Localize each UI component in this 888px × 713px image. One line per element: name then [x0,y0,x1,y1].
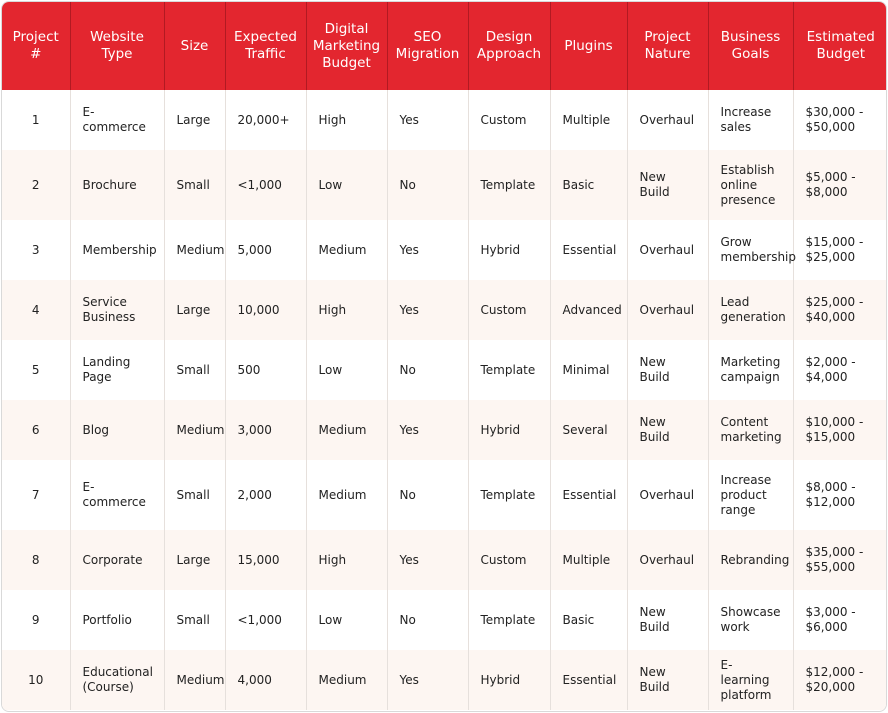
cell-design-approach: Hybrid [468,650,550,710]
cell-seo-migration: No [387,340,468,400]
table-row [2,90,887,150]
table-row [2,590,887,650]
cell-project-number: 4 [2,280,70,340]
cell-plugins: Basic [550,590,627,650]
cell-design-approach: Template [468,460,550,530]
cell-project-nature: Overhaul [627,530,708,590]
cell-seo-migration: Yes [387,530,468,590]
header-digital-marketing-budget[interactable]: Digital Marketing Budget [306,2,387,90]
cell-website-type: Landing Page [70,340,164,400]
cell-digital-marketing-budget: High [306,280,387,340]
cell-size: Small [164,590,225,650]
cell-business-goals: Showcase work [708,590,793,650]
cell-estimated-budget: $3,000 - $6,000 [793,590,887,650]
cell-project-nature: New Build [627,650,708,710]
cell-plugins: Essential [550,220,627,280]
cell-project-number: 9 [2,590,70,650]
header-estimated-budget[interactable]: Estimated Budget [793,2,887,90]
cell-estimated-budget: $2,000 - $4,000 [793,340,887,400]
cell-project-nature: New Build [627,400,708,460]
cell-size: Medium [164,650,225,710]
cell-expected-traffic: 2,000 [225,460,306,530]
cell-plugins: Multiple [550,90,627,150]
cell-plugins: Multiple [550,530,627,590]
cell-project-nature: Overhaul [627,280,708,340]
cell-digital-marketing-budget: Low [306,340,387,400]
cell-plugins: Essential [550,460,627,530]
header-project-nature[interactable]: Project Nature [627,2,708,90]
header-plugins[interactable]: Plugins [550,2,627,90]
header-size[interactable]: Size [164,2,225,90]
table-row [2,150,887,220]
cell-expected-traffic: 500 [225,340,306,400]
cell-expected-traffic: 20,000+ [225,90,306,150]
cell-seo-migration: Yes [387,400,468,460]
cell-design-approach: Hybrid [468,400,550,460]
cell-plugins: Minimal [550,340,627,400]
cell-project-number: 2 [2,150,70,220]
cell-seo-migration: No [387,460,468,530]
cell-website-type: Membership [70,220,164,280]
cell-design-approach: Custom [468,530,550,590]
table-header-row [2,2,887,90]
cell-website-type: Corporate [70,530,164,590]
table-row [2,460,887,530]
cell-plugins: Advanced [550,280,627,340]
cell-estimated-budget: $12,000 - $20,000 [793,650,887,710]
cell-business-goals: Marketing campaign [708,340,793,400]
cell-digital-marketing-budget: High [306,530,387,590]
cell-design-approach: Hybrid [468,220,550,280]
cell-project-number: 1 [2,90,70,150]
table-row [2,650,887,710]
cell-size: Small [164,150,225,220]
cell-seo-migration: Yes [387,90,468,150]
cell-estimated-budget: $5,000 - $8,000 [793,150,887,220]
header-seo-migration[interactable]: SEO Migration [387,2,468,90]
cell-digital-marketing-budget: Low [306,590,387,650]
table-body [2,90,887,710]
cell-estimated-budget: $10,000 - $15,000 [793,400,887,460]
cell-estimated-budget: $30,000 - $50,000 [793,90,887,150]
cell-digital-marketing-budget: Medium [306,650,387,710]
header-design-approach[interactable]: Design Approach [468,2,550,90]
project-table-card [1,1,887,712]
table-row [2,280,887,340]
cell-project-number: 7 [2,460,70,530]
cell-estimated-budget: $8,000 - $12,000 [793,460,887,530]
header-project-number[interactable]: Project # [2,2,70,90]
cell-digital-marketing-budget: Medium [306,460,387,530]
cell-business-goals: E-learning platform [708,650,793,710]
cell-business-goals: Increase sales [708,90,793,150]
cell-business-goals: Establish online presence [708,150,793,220]
cell-seo-migration: Yes [387,650,468,710]
cell-website-type: Blog [70,400,164,460]
cell-project-nature: New Build [627,340,708,400]
cell-digital-marketing-budget: Medium [306,400,387,460]
cell-project-number: 6 [2,400,70,460]
cell-seo-migration: No [387,590,468,650]
cell-project-number: 5 [2,340,70,400]
cell-project-nature: New Build [627,590,708,650]
cell-plugins: Essential [550,650,627,710]
cell-size: Small [164,340,225,400]
cell-digital-marketing-budget: Medium [306,220,387,280]
cell-project-number: 8 [2,530,70,590]
cell-business-goals: Lead generation [708,280,793,340]
cell-expected-traffic: 4,000 [225,650,306,710]
cell-seo-migration: Yes [387,220,468,280]
cell-size: Large [164,280,225,340]
cell-size: Small [164,460,225,530]
cell-size: Large [164,90,225,150]
cell-design-approach: Custom [468,280,550,340]
cell-project-number: 10 [2,650,70,710]
cell-website-type: Educational (Course) [70,650,164,710]
table-row [2,220,887,280]
header-website-type[interactable]: Website Type [70,2,164,90]
cell-size: Large [164,530,225,590]
project-table [2,2,887,710]
cell-size: Medium [164,400,225,460]
cell-seo-migration: Yes [387,280,468,340]
cell-expected-traffic: <1,000 [225,590,306,650]
header-expected-traffic[interactable]: Expected Traffic [225,2,306,90]
cell-plugins: Basic [550,150,627,220]
cell-project-number: 3 [2,220,70,280]
cell-digital-marketing-budget: Low [306,150,387,220]
cell-website-type: Service Business [70,280,164,340]
cell-digital-marketing-budget: High [306,90,387,150]
cell-estimated-budget: $35,000 - $55,000 [793,530,887,590]
cell-business-goals: Increase product range [708,460,793,530]
cell-design-approach: Template [468,150,550,220]
cell-expected-traffic: <1,000 [225,150,306,220]
cell-project-nature: Overhaul [627,90,708,150]
cell-design-approach: Custom [468,90,550,150]
cell-project-nature: Overhaul [627,220,708,280]
cell-project-nature: Overhaul [627,460,708,530]
cell-plugins: Several [550,400,627,460]
header-business-goals[interactable]: Business Goals [708,2,793,90]
cell-design-approach: Template [468,340,550,400]
cell-business-goals: Grow membership [708,220,793,280]
cell-estimated-budget: $15,000 - $25,000 [793,220,887,280]
cell-expected-traffic: 10,000 [225,280,306,340]
cell-seo-migration: No [387,150,468,220]
cell-website-type: Brochure [70,150,164,220]
cell-design-approach: Template [468,590,550,650]
table-row [2,400,887,460]
table-row [2,530,887,590]
cell-website-type: E- commerce [70,90,164,150]
cell-size: Medium [164,220,225,280]
cell-expected-traffic: 3,000 [225,400,306,460]
cell-expected-traffic: 5,000 [225,220,306,280]
cell-expected-traffic: 15,000 [225,530,306,590]
table-row [2,340,887,400]
cell-website-type: Portfolio [70,590,164,650]
cell-website-type: E- commerce [70,460,164,530]
cell-estimated-budget: $25,000 - $40,000 [793,280,887,340]
cell-business-goals: Rebranding [708,530,793,590]
cell-project-nature: New Build [627,150,708,220]
cell-business-goals: Content marketing [708,400,793,460]
